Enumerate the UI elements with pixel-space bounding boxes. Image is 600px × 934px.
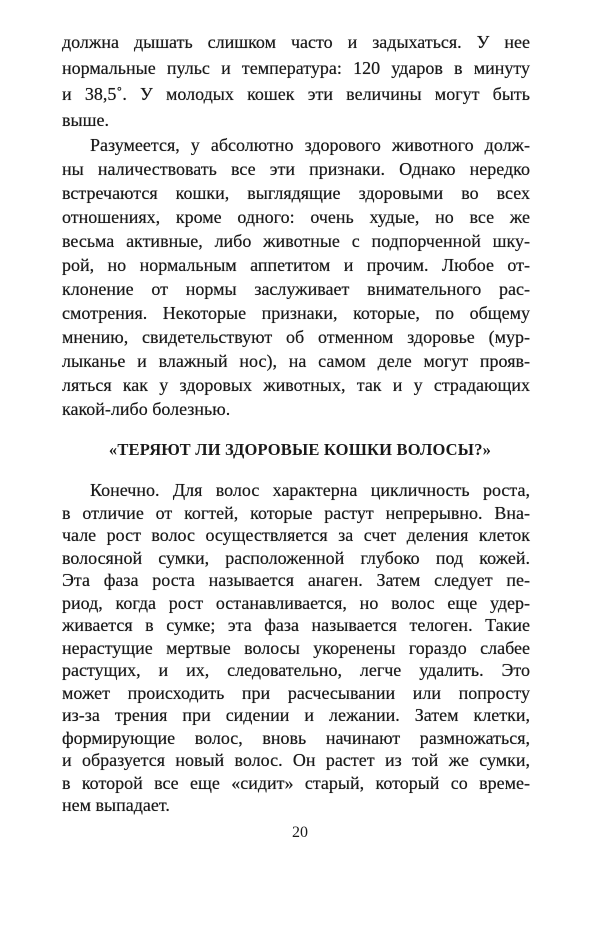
text-line: отношениях, кроме одного: очень худые, но все же — [62, 207, 530, 227]
text-line: весьма активные, либо животные с подпорченной шку- — [62, 231, 530, 251]
text-line: риод, когда рост останавливается, но волос еще удер- — [62, 592, 530, 613]
text-line: нормальные пульс и температура: 120 ударов в минуту — [62, 58, 530, 78]
text-line: ляться как у здоровых животных, так и у страдающих — [62, 375, 530, 395]
text-line: Конечно. Для волос характерна цикличность роста, — [90, 480, 530, 500]
text-line: и 38,5˚. У молодых кошек эти величины могут быть — [62, 84, 530, 104]
text-line: лыканье и влажный нос), на самом деле могут прояв- — [62, 351, 530, 371]
paragraph-1 — [62, 29, 530, 133]
text-line: встречаются кошки, выглядящие здоровыми во всех — [62, 183, 530, 203]
text-line: может происходить при расчесывании или попросту — [62, 682, 530, 703]
text-line: в отличие от когтей, которые растут непрерывно. Вна- — [62, 502, 530, 523]
text-line: чале рост волос осуществляется за счет деления клеток — [62, 525, 530, 545]
text-line: в которой все еще «сидит» старый, который со време- — [62, 772, 530, 793]
text-line: ны наличествовать все эти признаки. Однако нередко — [62, 159, 530, 179]
paragraph-3 — [62, 479, 530, 817]
paragraph-2 — [62, 133, 530, 421]
text-line: рой, но нормальным аппетитом и прочим. Любое от- — [62, 255, 530, 275]
text-line: нерастущие мертвые волосы укоренены гораздо слабее — [62, 637, 530, 658]
text-line: должна дышать слишком часто и задыхаться. У нее — [62, 32, 530, 52]
section-heading: «ТЕРЯЮТ ЛИ ЗДОРОВЫЕ КОШКИ ВОЛОСЫ?» — [108, 440, 492, 459]
text-line: нем выпадает. — [62, 795, 170, 815]
text-line: какой-либо болезнью. — [62, 399, 231, 419]
text-line: формирующие волос, вновь начинают размножаться, — [62, 727, 530, 748]
text-line: из-за трения при сидении и лежании. Затем клетки, — [62, 705, 530, 725]
text-line: мнению, свидетельствуют об отменном здоровье (мур- — [62, 327, 530, 347]
page-number: 20 — [292, 824, 308, 841]
text-line: растущих, и их, следовательно, легче удалить. Это — [62, 660, 530, 680]
text-line: волосяной сумки, расположенной глубоко под кожей. — [62, 547, 530, 568]
text-line: Разумеется, у абсолютно здорового животного долж- — [90, 135, 530, 155]
text-line: и образуется новый волос. Он растет из той же сумки, — [62, 750, 530, 770]
text-line: клонение от нормы заслуживает внимательного рас- — [62, 279, 530, 299]
text-line: выше. — [62, 110, 109, 130]
text-line: смотрения. Некоторые признаки, которые, по общему — [62, 303, 530, 323]
text-line: Эта фаза роста называется анаген. Затем следует пе- — [62, 570, 530, 590]
text-line: живается в сумке; эта фаза называется телоген. Такие — [62, 615, 530, 635]
